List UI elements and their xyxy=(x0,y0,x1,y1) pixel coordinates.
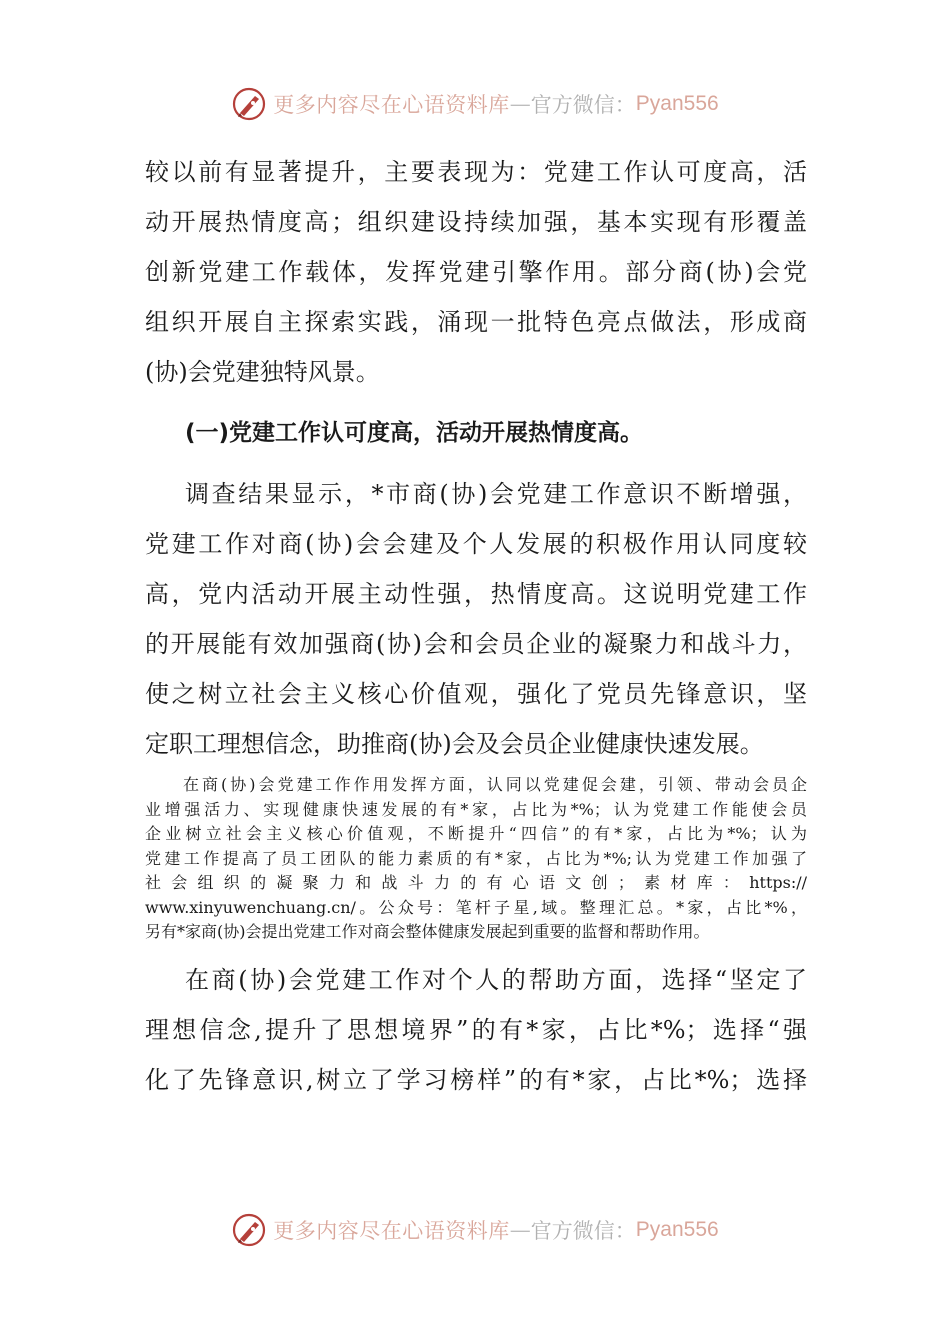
small-line: 业增强活力、实现健康快速发展的有*家，占比为*%；认为党建工作能使会员 xyxy=(145,799,807,819)
paragraph-1 xyxy=(145,147,807,397)
small-line: 社会组织的凝聚力和战斗力的有心语文创；素材库：https:// xyxy=(145,873,807,892)
paragraph-2 xyxy=(145,469,807,769)
banner-wechat-label: 官方微信： xyxy=(530,1219,636,1243)
paragraph-line: 党建工作对商(协)会会建及个人发展的积极作用认同度较 xyxy=(145,530,807,558)
paragraph-line: 在商(协)会党建工作对个人的帮助方面，选择“坚定了 xyxy=(185,965,807,994)
document-body xyxy=(145,147,807,1105)
paragraph-line: 理想信念,提升了思想境界”的有*家，占比*%；选择“强 xyxy=(145,1015,807,1044)
paragraph-3 xyxy=(145,955,807,1105)
paragraph-line: 组织开展自主探索实践，涌现一批特色亮点做法，形成商 xyxy=(145,308,807,336)
banner-separator: — xyxy=(509,92,531,116)
small-line: 在商(协)会党建工作作用发挥方面，认同以党建促会建，引领、带动会员企 xyxy=(183,775,807,794)
paragraph-line: 创新党建工作载体，发挥党建引擎作用。部分商(协)会党 xyxy=(145,258,807,286)
small-line: 另有*家商(协)会提出党建工作对商会整体健康发展起到重要的监督和帮助作用。 xyxy=(145,922,710,941)
paragraph-line: 动开展热情度高；组织建设持续加强，基本实现有形覆盖 xyxy=(145,208,807,236)
section-heading: (一)党建工作认可度高，活动开展热情度高。 xyxy=(185,420,644,446)
small-print-paragraph xyxy=(145,773,807,945)
paragraph-line: (协)会党建独特风景。 xyxy=(145,358,380,386)
paragraph-line: 调查结果显示，*市商(协)会党建工作意识不断增强， xyxy=(185,480,807,508)
pen-logo-icon xyxy=(231,86,267,122)
paragraph-line: 较以前有显著提升，主要表现为：党建工作认可度高，活 xyxy=(145,158,807,186)
paragraph-line: 的开展能有效加强商(协)会和会员企业的凝聚力和战斗力， xyxy=(145,630,807,658)
paragraph-line: 化了先锋意识,树立了学习榜样”的有*家，占比*%；选择 xyxy=(145,1065,807,1094)
banner-text: 更多内容尽在心语资料库 xyxy=(273,1219,510,1243)
paragraph-line: 使之树立社会主义核心价值观，强化了党员先锋意识，坚 xyxy=(145,680,807,708)
banner-text: 更多内容尽在心语资料库 xyxy=(273,93,510,117)
header-banner xyxy=(0,82,950,126)
pen-logo-icon xyxy=(231,1212,267,1248)
small-line: 党建工作提高了员工团队的能力素质的有*家，占比为*%;认为党建工作加强了 xyxy=(145,848,807,868)
small-line: www.xinyuwenchuang.cn/。公众号：笔杆子星,域。整理汇总。*家，占比*%， xyxy=(145,897,807,917)
banner-wechat-id: Pyan556 xyxy=(635,92,719,115)
banner-separator: — xyxy=(509,1218,531,1242)
banner-wechat-label: 官方微信： xyxy=(530,93,636,117)
small-line: 企业树立社会主义核心价值观，不断提升“四信”的有*家，占比为*%；认为 xyxy=(145,824,807,843)
paragraph-line: 高，党内活动开展主动性强，热情度高。这说明党建工作 xyxy=(145,580,807,608)
banner-wechat-id: Pyan556 xyxy=(635,1218,719,1241)
footer-banner xyxy=(0,1208,950,1252)
paragraph-line: 定职工理想信念，助推商(协)会及会员企业健康快速发展。 xyxy=(145,730,764,758)
